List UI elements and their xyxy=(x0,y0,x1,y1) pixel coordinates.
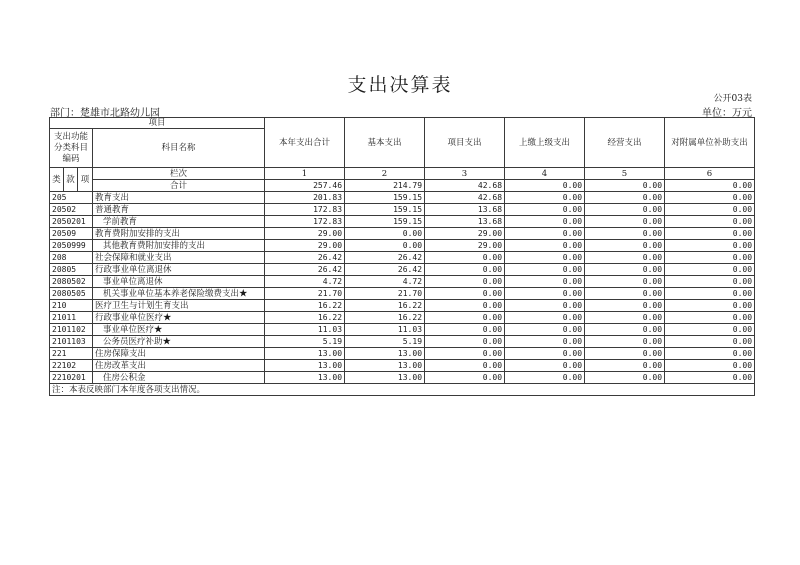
row-code: 21011 xyxy=(50,312,93,324)
table-number: 公开03表 xyxy=(713,94,752,104)
row-value: 0.00 xyxy=(665,252,755,264)
row-value: 0.00 xyxy=(585,324,665,336)
table-row xyxy=(50,216,755,228)
col-number-2: 2 xyxy=(345,168,425,180)
row-value: 0.00 xyxy=(665,192,755,204)
row-value: 0.00 xyxy=(425,312,505,324)
department-label: 部门：楚雄市北路幼儿园 xyxy=(50,108,160,119)
row-value: 0.00 xyxy=(585,192,665,204)
row-value: 0.00 xyxy=(505,204,585,216)
header-upper: 上缴上级支出 xyxy=(505,118,585,168)
row-name: 医疗卫生与计划生育支出 xyxy=(93,300,265,312)
row-value: 42.68 xyxy=(425,192,505,204)
row-value: 0.00 xyxy=(505,288,585,300)
row-value: 0.00 xyxy=(665,360,755,372)
row-code: 2210201 xyxy=(50,372,93,384)
row-value: 13.00 xyxy=(265,360,345,372)
row-value: 13.00 xyxy=(265,348,345,360)
row-value: 16.22 xyxy=(265,312,345,324)
table-row xyxy=(50,276,755,288)
row-value: 0.00 xyxy=(585,252,665,264)
row-value: 4.72 xyxy=(265,276,345,288)
row-code: 2050201 xyxy=(50,216,93,228)
row-value: 0.00 xyxy=(585,336,665,348)
table-row xyxy=(50,264,755,276)
expenditure-table xyxy=(49,117,755,396)
row-value: 0.00 xyxy=(505,276,585,288)
row-value: 0.00 xyxy=(585,360,665,372)
row-name: 住房公积金 xyxy=(93,372,265,384)
row-value: 0.00 xyxy=(425,372,505,384)
row-value: 26.42 xyxy=(345,252,425,264)
row-name: 公务员医疗补助★ xyxy=(93,336,265,348)
row-code: 22102 xyxy=(50,360,93,372)
row-value: 0.00 xyxy=(505,252,585,264)
row-value: 13.00 xyxy=(265,372,345,384)
row-value: 0.00 xyxy=(505,372,585,384)
row-value: 26.42 xyxy=(265,264,345,276)
unit-label: 单位：万元 xyxy=(702,108,752,119)
col-number-1: 1 xyxy=(265,168,345,180)
table-note: 注：本表反映部门本年度各项支出情况。 xyxy=(50,384,755,396)
table-row xyxy=(50,300,755,312)
row-code: 20509 xyxy=(50,228,93,240)
header-func-code: 支出功能分类科目编码 xyxy=(50,129,93,168)
row-value: 0.00 xyxy=(345,240,425,252)
row-value: 172.83 xyxy=(265,216,345,228)
col-number-5: 5 xyxy=(585,168,665,180)
header-project: 项目 xyxy=(50,118,265,129)
row-value: 0.00 xyxy=(585,228,665,240)
total-value: 0.00 xyxy=(585,180,665,192)
row-value: 0.00 xyxy=(665,276,755,288)
row-value: 0.00 xyxy=(425,300,505,312)
row-value: 0.00 xyxy=(585,240,665,252)
row-value: 13.00 xyxy=(345,360,425,372)
row-value: 5.19 xyxy=(345,336,425,348)
row-code: 208 xyxy=(50,252,93,264)
row-value: 159.15 xyxy=(345,192,425,204)
row-name: 普通教育 xyxy=(93,204,265,216)
total-value: 0.00 xyxy=(505,180,585,192)
row-value: 0.00 xyxy=(505,324,585,336)
row-name: 行政事业单位医疗★ xyxy=(93,312,265,324)
table-row xyxy=(50,324,755,336)
row-value: 11.03 xyxy=(265,324,345,336)
total-value: 0.00 xyxy=(665,180,755,192)
header-project-exp: 项目支出 xyxy=(425,118,505,168)
row-value: 21.70 xyxy=(265,288,345,300)
row-name: 社会保障和就业支出 xyxy=(93,252,265,264)
table-row xyxy=(50,204,755,216)
row-value: 0.00 xyxy=(425,348,505,360)
row-value: 29.00 xyxy=(265,228,345,240)
table-row xyxy=(50,348,755,360)
row-code: 2080502 xyxy=(50,276,93,288)
row-value: 159.15 xyxy=(345,204,425,216)
row-value: 26.42 xyxy=(265,252,345,264)
row-value: 13.68 xyxy=(425,204,505,216)
row-name: 其他教育费附加安排的支出 xyxy=(93,240,265,252)
row-value: 0.00 xyxy=(345,228,425,240)
row-value: 0.00 xyxy=(585,348,665,360)
row-name: 机关事业单位基本养老保险缴费支出★ xyxy=(93,288,265,300)
row-value: 29.00 xyxy=(425,240,505,252)
total-value: 257.46 xyxy=(265,180,345,192)
row-value: 0.00 xyxy=(425,264,505,276)
row-value: 0.00 xyxy=(665,312,755,324)
table-row xyxy=(50,360,755,372)
row-value: 172.83 xyxy=(265,204,345,216)
row-code: 2080505 xyxy=(50,288,93,300)
row-code: 221 xyxy=(50,348,93,360)
table-row xyxy=(50,336,755,348)
row-name: 学前教育 xyxy=(93,216,265,228)
header-subject-name: 科目名称 xyxy=(93,129,265,168)
row-code: 210 xyxy=(50,300,93,312)
header-heji: 合计 xyxy=(93,180,265,192)
row-value: 0.00 xyxy=(665,288,755,300)
row-value: 0.00 xyxy=(505,360,585,372)
row-value: 0.00 xyxy=(505,228,585,240)
row-value: 11.03 xyxy=(345,324,425,336)
row-value: 29.00 xyxy=(425,228,505,240)
col-number-3: 3 xyxy=(425,168,505,180)
row-value: 0.00 xyxy=(505,192,585,204)
header-kuan: 款 xyxy=(64,168,78,192)
row-value: 0.00 xyxy=(665,204,755,216)
row-value: 0.00 xyxy=(425,288,505,300)
row-value: 0.00 xyxy=(665,228,755,240)
row-value: 21.70 xyxy=(345,288,425,300)
row-value: 0.00 xyxy=(665,240,755,252)
row-value: 0.00 xyxy=(425,324,505,336)
row-value: 0.00 xyxy=(665,300,755,312)
row-value: 0.00 xyxy=(505,336,585,348)
table-row xyxy=(50,372,755,384)
page-title: 支出决算表 xyxy=(347,74,453,96)
row-value: 0.00 xyxy=(505,300,585,312)
row-value: 0.00 xyxy=(665,324,755,336)
row-value: 13.00 xyxy=(345,372,425,384)
row-code: 20502 xyxy=(50,204,93,216)
row-value: 0.00 xyxy=(665,336,755,348)
row-code: 2101103 xyxy=(50,336,93,348)
row-name: 住房保障支出 xyxy=(93,348,265,360)
row-value: 0.00 xyxy=(665,216,755,228)
row-name: 住房改革支出 xyxy=(93,360,265,372)
table-row xyxy=(50,252,755,264)
row-value: 0.00 xyxy=(505,240,585,252)
row-name: 事业单位医疗★ xyxy=(93,324,265,336)
row-value: 16.22 xyxy=(345,312,425,324)
table-row xyxy=(50,312,755,324)
total-value: 42.68 xyxy=(425,180,505,192)
row-value: 26.42 xyxy=(345,264,425,276)
row-value: 0.00 xyxy=(585,372,665,384)
table-row xyxy=(50,192,755,204)
row-value: 0.00 xyxy=(585,216,665,228)
row-value: 29.00 xyxy=(265,240,345,252)
row-value: 0.00 xyxy=(425,336,505,348)
row-value: 0.00 xyxy=(585,264,665,276)
row-value: 0.00 xyxy=(505,348,585,360)
row-name: 事业单位离退休 xyxy=(93,276,265,288)
header-lanci: 栏次 xyxy=(93,168,265,180)
row-value: 0.00 xyxy=(505,312,585,324)
col-number-4: 4 xyxy=(505,168,585,180)
header-xiang: 项 xyxy=(78,168,93,192)
table-row xyxy=(50,240,755,252)
row-value: 0.00 xyxy=(505,264,585,276)
row-value: 0.00 xyxy=(425,360,505,372)
row-value: 0.00 xyxy=(585,300,665,312)
row-value: 0.00 xyxy=(585,204,665,216)
row-value: 0.00 xyxy=(425,252,505,264)
row-name: 行政事业单位离退休 xyxy=(93,264,265,276)
row-value: 16.22 xyxy=(345,300,425,312)
row-code: 2050999 xyxy=(50,240,93,252)
col-number-6: 6 xyxy=(665,168,755,180)
row-value: 201.83 xyxy=(265,192,345,204)
row-value: 5.19 xyxy=(265,336,345,348)
row-value: 159.15 xyxy=(345,216,425,228)
row-value: 0.00 xyxy=(585,312,665,324)
row-name: 教育支出 xyxy=(93,192,265,204)
row-value: 13.00 xyxy=(345,348,425,360)
row-code: 205 xyxy=(50,192,93,204)
row-code: 2101102 xyxy=(50,324,93,336)
row-value: 16.22 xyxy=(265,300,345,312)
row-value: 0.00 xyxy=(585,288,665,300)
row-value: 0.00 xyxy=(665,348,755,360)
row-code: 20805 xyxy=(50,264,93,276)
row-value: 0.00 xyxy=(665,372,755,384)
row-value: 13.68 xyxy=(425,216,505,228)
row-value: 0.00 xyxy=(585,276,665,288)
row-name: 教育费附加安排的支出 xyxy=(93,228,265,240)
header-total: 本年支出合计 xyxy=(265,118,345,168)
header-business: 经营支出 xyxy=(585,118,665,168)
row-value: 0.00 xyxy=(665,264,755,276)
header-subsidy: 对附属单位补助支出 xyxy=(665,118,755,168)
total-value: 214.79 xyxy=(345,180,425,192)
row-value: 0.00 xyxy=(425,276,505,288)
header-basic: 基本支出 xyxy=(345,118,425,168)
header-lei: 类 xyxy=(50,168,64,192)
table-row xyxy=(50,228,755,240)
table-row xyxy=(50,288,755,300)
row-value: 4.72 xyxy=(345,276,425,288)
row-value: 0.00 xyxy=(505,216,585,228)
